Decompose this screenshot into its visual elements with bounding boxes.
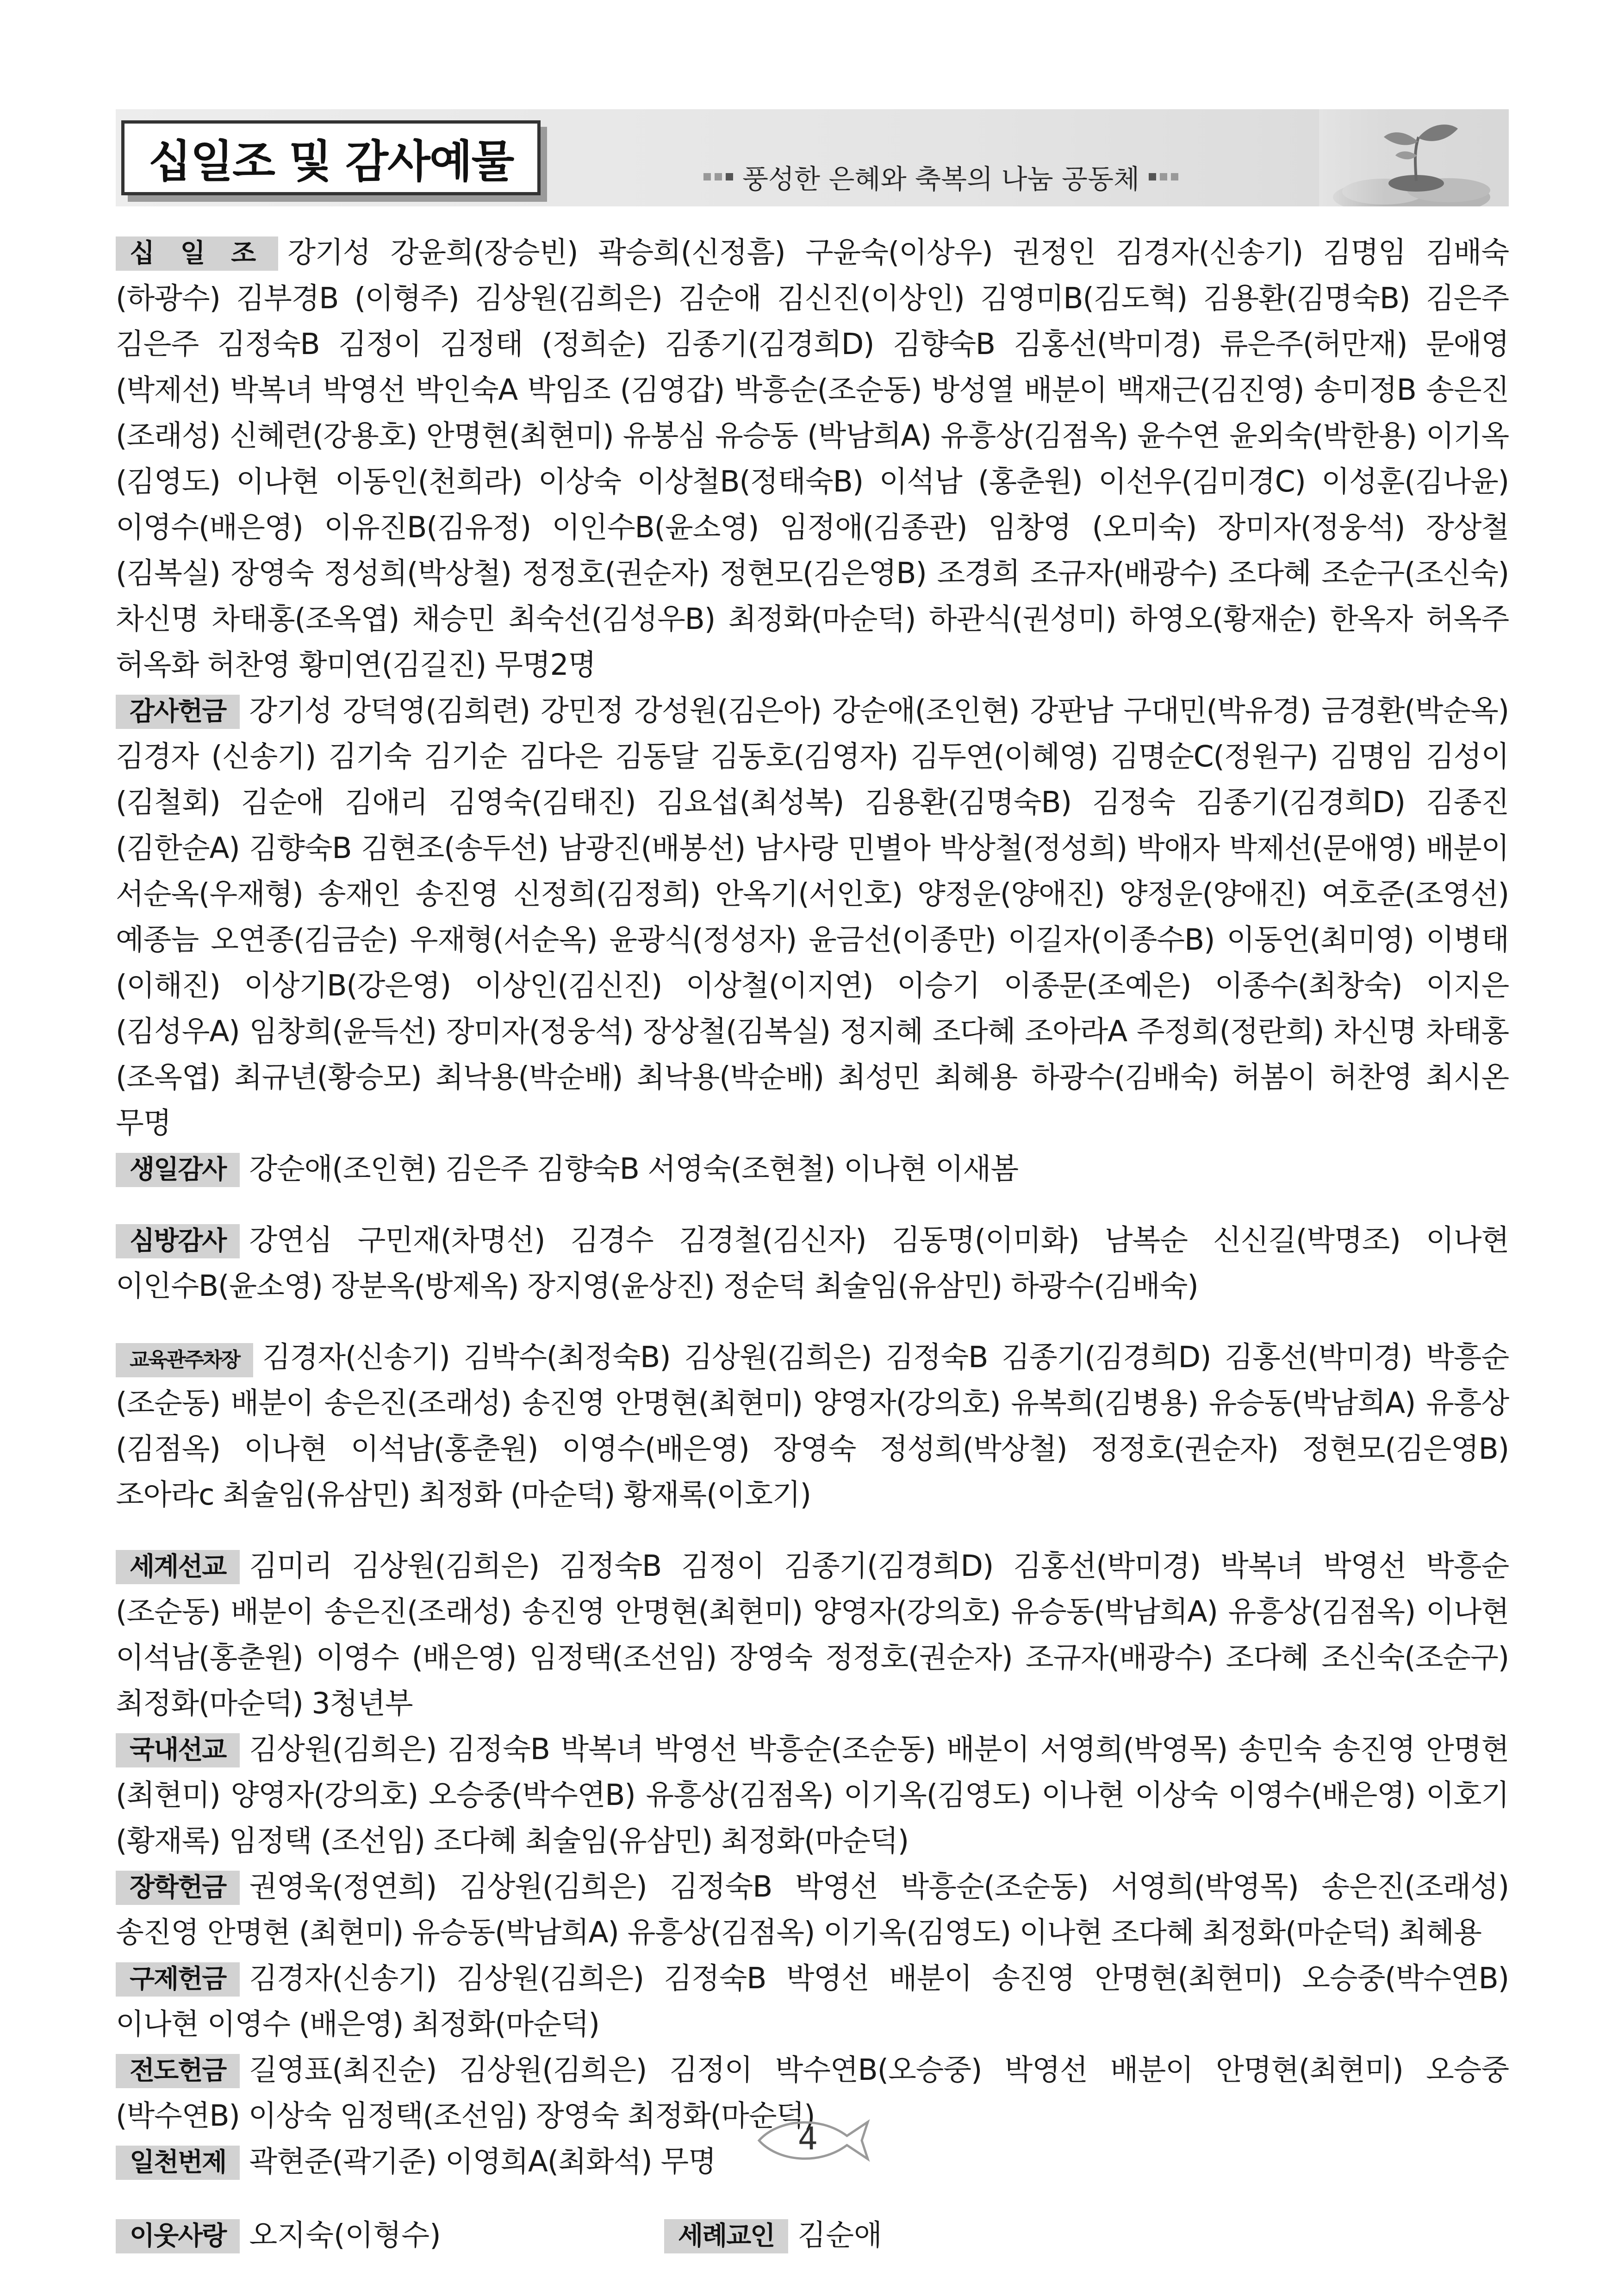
dots-left-icon: [703, 173, 733, 180]
section-thanks: [116, 688, 1509, 1146]
names-domestic-mission: 김상원(김희은) 김정숙B 박복녀 박영선 박흥순(조순동) 배분이 서영희(박영목) 송민숙 송진영 안명현(최현미) 양영자(강의호) 오승중(박수연B) 유흥상(김점옥) 이기옥(김영도) 이나현 이상숙 이영수(배은영) 이호기(황재록) 임정택 (조선임) 조다혜 최술임(유삼민) 최정화(마순덕): [116, 1732, 1509, 1858]
section-neighbor: [116, 2212, 664, 2258]
names-birthday: 강순애(조인현) 김은주 김향숙B 서영숙(조현철) 이나현 이새봄: [249, 1152, 1018, 1186]
section-tithe: [116, 230, 1509, 688]
names-relief: 김경자(신송기) 김상원(김희은) 김정숙B 박영선 배분이 송진영 안명현(최현미) 오승중(박수연B) 이나현 이영수 (배은영) 최정화(마순덕): [116, 1961, 1509, 2041]
page-number: 4: [798, 2121, 818, 2157]
names-baptized: 김순애: [797, 2218, 882, 2252]
dots-right-icon: [1149, 173, 1178, 180]
subtitle-text: 풍성한 은혜와 축복의 나눔 공동체: [742, 163, 1140, 195]
section-visit: [116, 1217, 1509, 1309]
names-thanks: 강기성 강덕영(김희련) 강민정 강성원(김은아) 강순애(조인현) 강판남 구대민(박유경) 금경환(박순옥) 김경자 (신송기) 김기숙 김기순 김다은 김동달 김동호(김영자) 김두연(이혜영) 김명순C(정원구) 김명임 김성이(김철회) 김순애 김애리 김영숙(김태진) 김요섭(최성복) 김용환(김명숙B) 김정숙 김종기(김경희D) 김종진(김한순A) 김향숙B 김현조(송두선) 남광진(배봉선) 남사랑 민별아 박상철(정성희) 박애자 박제선(문애영) 배분이 서순옥(우재형) 송재인 송진영 신정희(김정희) 안옥기(서인호) 양정운(양애진) 양정운(양애진) 여호준(조영선) 예종늠 오연종(김금순) 우재형(서순옥) 윤광식(정성자) 윤금선(이종만) 이길자(이종수B) 이동언(최미영) 이병태(이해진) 이상기B(강은영) 이상인(김신진) 이상철(이지연) 이승기 이종문(조예은) 이종수(최창숙) 이지은(김성우A) 임창희(윤득선) 장미자(정웅석) 장상철(김복실) 정지혜 조다혜 조아라A 주정희(정란희) 차신명 차태홍(조옥엽) 최규년(황승모) 최낙용(박순배) 최낙용(박순배) 최성민 최혜용 하광수(김배숙) 허봄이 허찬영 최시온 무명: [116, 694, 1509, 1140]
label-relief: 구제헌금: [116, 1962, 240, 1997]
page-title: 십일조 및 감사예물: [148, 135, 514, 187]
offering-list: [116, 230, 1509, 2258]
names-world-mission: 김미리 김상원(김희은) 김정숙B 김정이 김종기(김경희D) 김홍선(박미경) 박복녀 박영선 박흥순(조순동) 배분이 송은진(조래성) 송진영 안명현(최현미) 양영자(강의호) 유승동(박남희A) 유흥상(김점옥) 이나현 이석남(홍춘원) 이영수 (배은영) 임정택(조선임) 장영숙 정정호(권순자) 조규자(배광수) 조다혜 조신숙(조순구) 최정화(마순덕) 3청년부: [116, 1549, 1509, 1720]
names-scholarship: 권영욱(정연희) 김상원(김희은) 김정숙B 박영선 박흥순(조순동) 서영희(박영목) 송은진(조래성) 송진영 안명현 (최현미) 유승동(박남희A) 유흥상(김점옥) 이기옥(김영도) 이나현 조다혜 최정화(마순덕) 최혜용: [116, 1870, 1509, 1949]
names-tithe: 강기성 강윤희(장승빈) 곽승희(신정흠) 구윤숙(이상우) 권정인 김경자(신송기) 김명임 김배숙(하광수) 김부경B (이형주) 김상원(김희은) 김순애 김신진(이상인) 김영미B(김도혁) 김용환(김명숙B) 김은주 김은주 김정숙B 김정이 김정태 (정희순) 김종기(김경희D) 김향숙B 김홍선(박미경) 류은주(허만재) 문애영(박제선) 박복녀 박영선 박인숙A 박임조 (김영갑) 박흥순(조순동) 방성열 배분이 백재근(김진영) 송미정B 송은진(조래성) 신혜련(강용호) 안명현(최현미) 유봉심 유승동 (박남희A) 유흥상(김점옥) 윤수연 윤외숙(박한용) 이기옥(김영도) 이나현 이동인(천희라) 이상숙 이상철B(정태숙B) 이석남 (홍춘원) 이선우(김미경C) 이성훈(김나윤) 이영수(배은영) 이유진B(김유정) 이인수B(윤소영) 임정애(김종관) 임창영 (오미숙) 장미자(정웅석) 장상철(김복실) 장영숙 정성희(박상철) 정정호(권순자) 정현모(김은영B) 조경희 조규자(배광수) 조다혜 조순구(조신숙) 차신명 차태홍(조옥엽) 채승민 최숙선(김성우B) 최정화(마순덕) 하관식(권성미) 하영오(황재순) 한옥자 허옥주 허옥화 허찬영 황미연(김길진) 무명2명: [116, 236, 1509, 682]
label-neighbor: 이웃사랑: [116, 2219, 240, 2253]
label-birthday: 생일감사: [116, 1153, 240, 1187]
label-evangelism: 전도헌금: [116, 2054, 240, 2088]
names-visit: 강연심 구민재(차명선) 김경수 김경철(김신자) 김동명(이미화) 남복순 신신길(박명조) 이나현 이인수B(윤소영) 장분옥(방제옥) 장지영(윤상진) 정순덕 최술임(유삼민) 하광수(김배숙): [116, 1223, 1509, 1303]
section-scholarship: [116, 1864, 1509, 1955]
names-evangelism: 길영표(최진순) 김상원(김희은) 김정이 박수연B(오승중) 박영선 배분이 안명현(최현미) 오승중(박수연B) 이상숙 임정택(조선임) 장영숙 최정화(마순덕): [116, 2053, 1509, 2133]
title-box: [121, 120, 541, 195]
label-tithe: 십 일 조: [116, 236, 278, 271]
label-visit: 심방감사: [116, 1224, 240, 1258]
plant-in-hands-icon: [1319, 109, 1509, 206]
section-relief: [116, 1955, 1509, 2047]
section-world-mission: [116, 1543, 1509, 1726]
section-birthday: [116, 1146, 1509, 1192]
label-baptized: 세례교인: [664, 2219, 788, 2253]
subtitle: [703, 157, 1178, 196]
label-domestic-mission: 국내선교: [116, 1733, 240, 1767]
names-neighbor: 오지숙(이형수): [249, 2218, 441, 2252]
label-world-mission: 세계선교: [116, 1550, 240, 1584]
section-education: [116, 1334, 1509, 1518]
label-thanks: 감사헌금: [116, 695, 240, 729]
label-education: 교육관주차장: [116, 1343, 253, 1377]
names-thousand: 곽현준(곽기준) 이영희A(최화석) 무명: [249, 2145, 716, 2178]
section-baptized: [664, 2212, 882, 2258]
label-thousand: 일천번제: [116, 2146, 240, 2180]
bottom-row: [116, 2212, 1509, 2258]
label-scholarship: 장학헌금: [116, 1871, 240, 1905]
names-education: 김경자(신송기) 김박수(최정숙B) 김상원(김희은) 김정숙B 김종기(김경희D) 김홍선(박미경) 박흥순(조순동) 배분이 송은진(조래성) 송진영 안명현(최현미) 양영자(강의호) 유복희(김병용) 유승동(박남희A) 유흥상(김점옥) 이나현 이석남(홍춘원) 이영수(배은영) 장영숙 정성희(박상철) 정정호(권순자) 정현모(김은영B) 조아라c 최술임(유삼민) 최정화 (마순덕) 황재록(이호기): [116, 1340, 1509, 1512]
section-domestic-mission: [116, 1726, 1509, 1864]
